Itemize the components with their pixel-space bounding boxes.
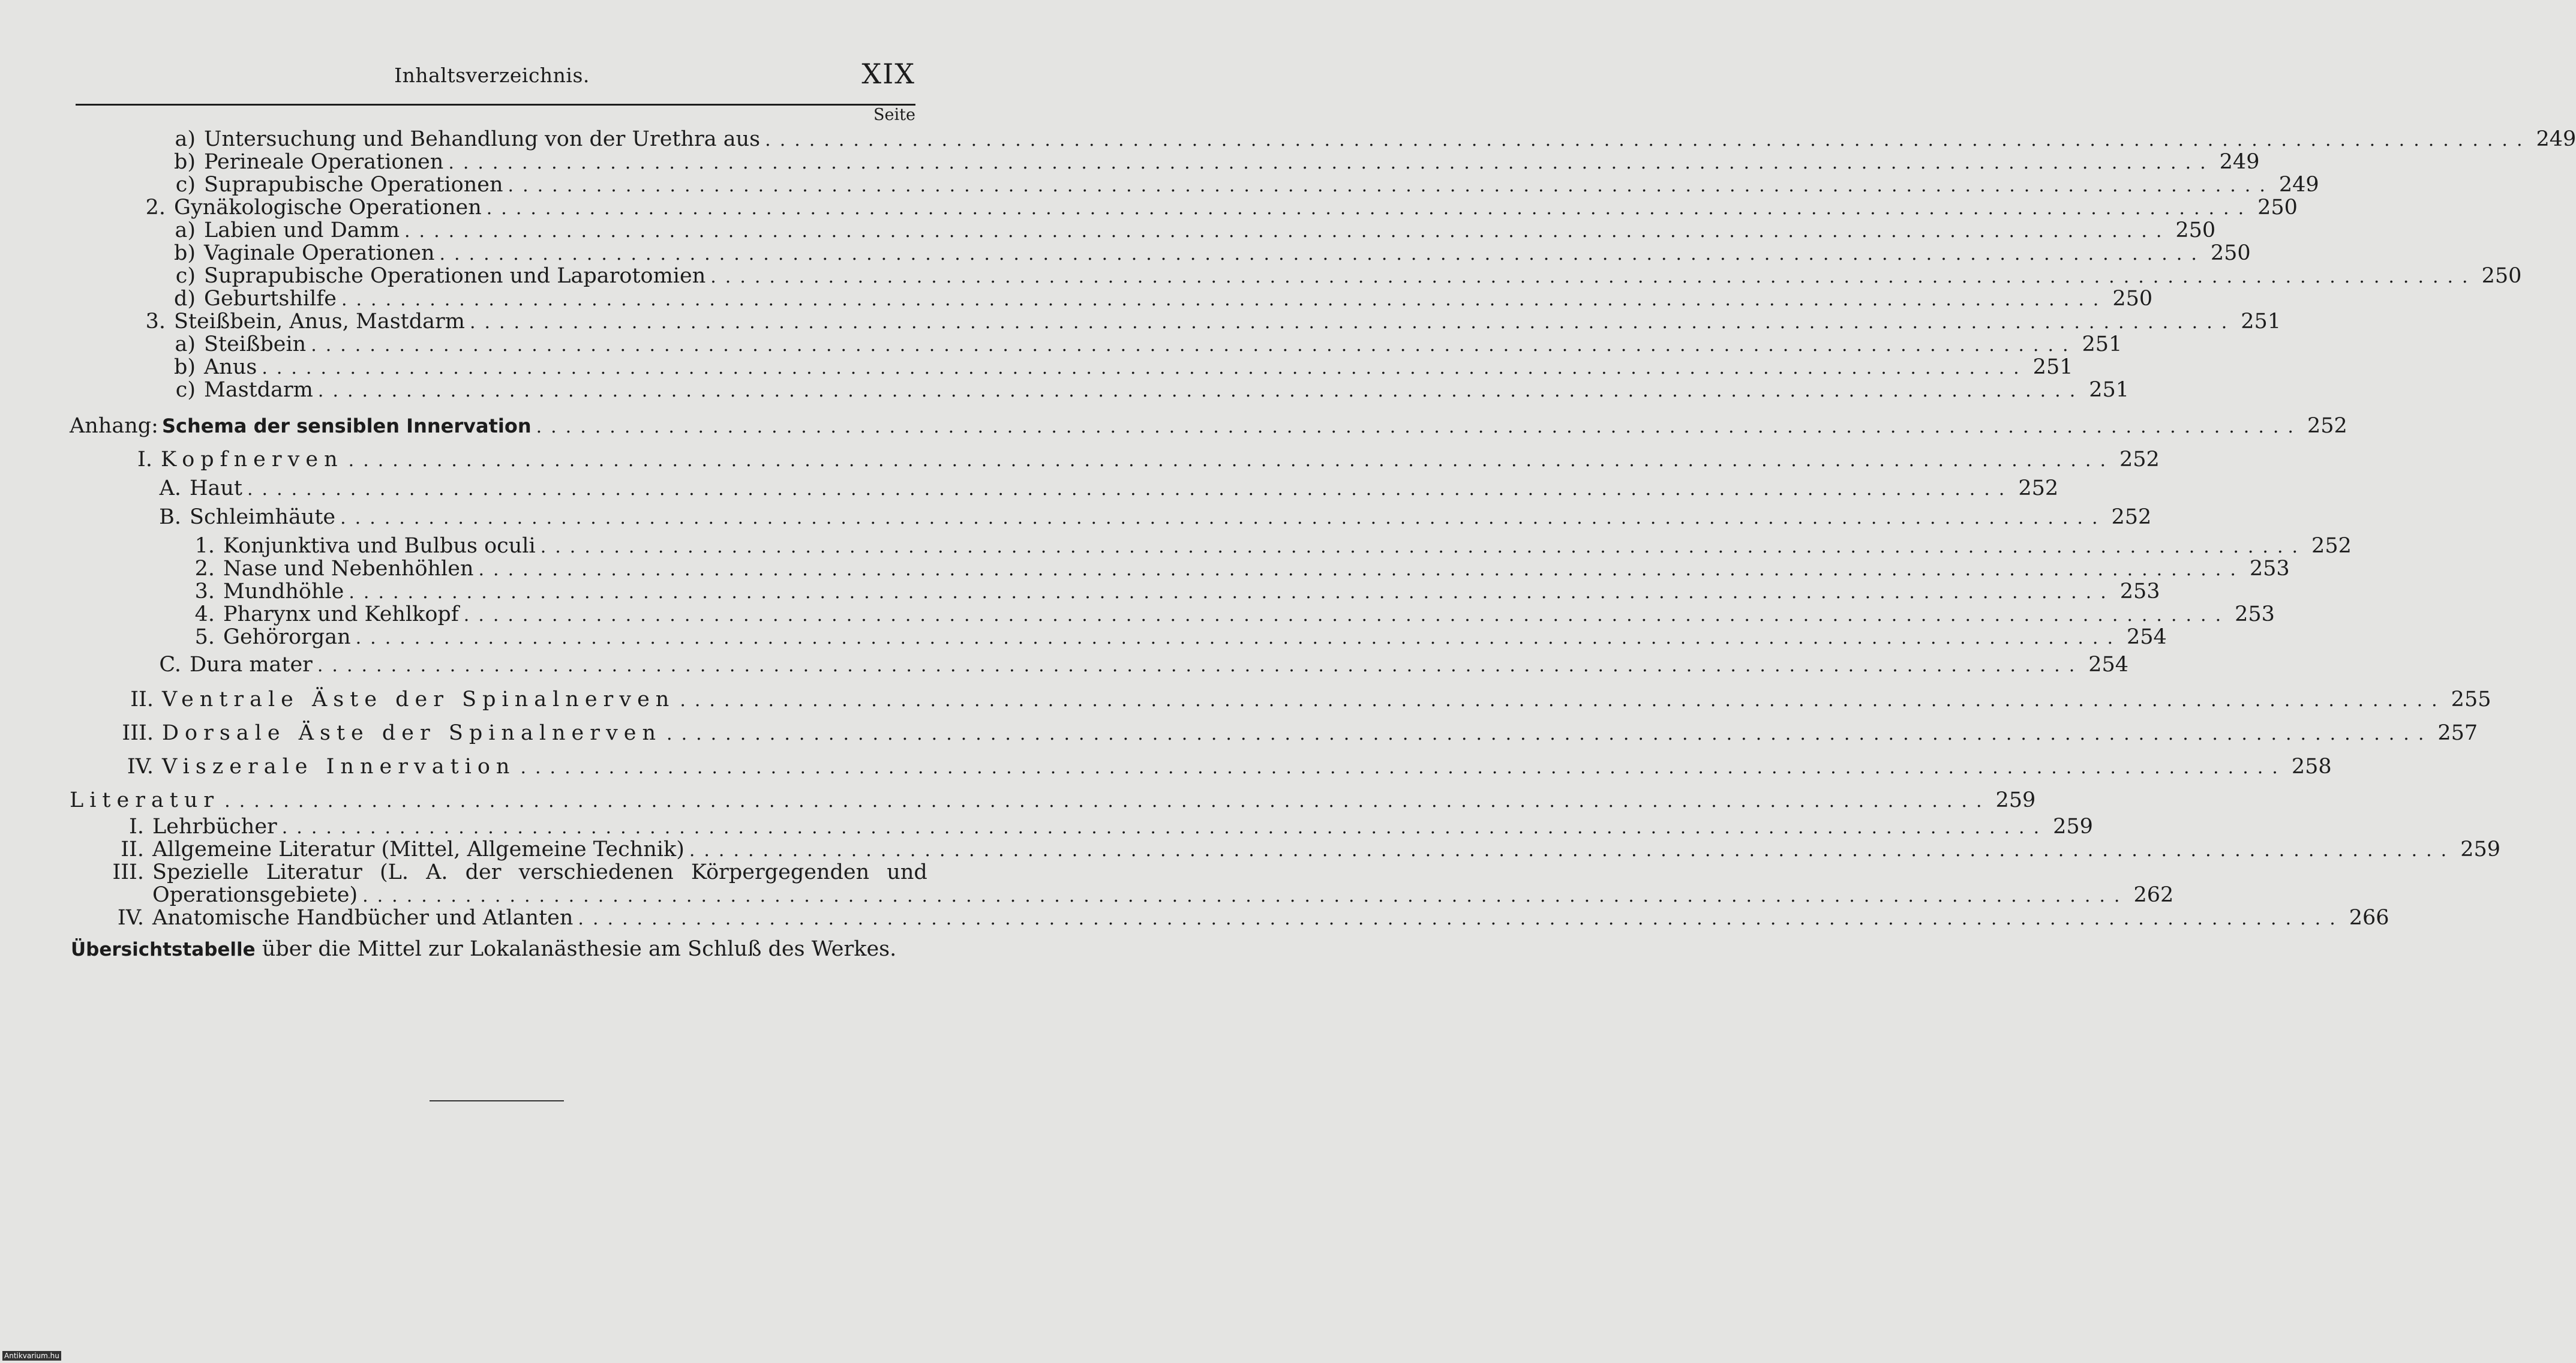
toc-entry-number: a): [175, 218, 196, 242]
toc-entry-title: Ventrale Äste der Spinalnerven: [162, 687, 675, 711]
overview-note-bold: Übersichtstabelle: [71, 939, 256, 960]
dot-leader: ........................................................................................................................: [478, 559, 2245, 580]
dot-leader: ........................................................................................................................: [349, 582, 2115, 603]
toc-entry: [188, 557, 2290, 581]
toc-entry: [174, 378, 2130, 402]
toc-entry-number: b): [174, 241, 196, 265]
toc-entry-page: 259: [1995, 788, 2036, 812]
watermark: Antikvarium.hu: [2, 1351, 61, 1361]
dot-leader: ........................................................................................................................: [448, 152, 2215, 173]
toc-entry-page: 254: [2126, 625, 2167, 649]
toc-entry-title: Operationsgebiete): [152, 883, 358, 907]
toc-entry-title: Dura mater: [190, 653, 313, 677]
toc-entry: [114, 755, 2332, 779]
toc-entry-page: 262: [2133, 883, 2174, 907]
dot-leader: ........................................................................................................................: [262, 358, 2028, 379]
toc-entry-page: 250: [2257, 196, 2298, 220]
toc-entry-page: 257: [2437, 721, 2478, 745]
toc-entry-number: B.: [159, 505, 181, 529]
dot-leader: ........................................................................................................................: [341, 289, 2108, 310]
toc-entry-number: 4.: [194, 602, 215, 626]
toc-entry-title: Nase und Nebenhöhlen: [223, 557, 474, 581]
toc-entry-title: Literatur: [70, 788, 220, 812]
dot-leader: ........................................................................................................................: [765, 130, 2532, 151]
toc-entry-number: I.: [129, 815, 144, 839]
dot-leader: ........................................................................................................................: [340, 508, 2107, 529]
toc-entry: [155, 653, 2129, 677]
toc-entry-number: 1.: [194, 534, 215, 558]
toc-entry: [102, 906, 2389, 930]
toc-entry: [188, 534, 2352, 558]
running-header-title: Inhaltsverzeichnis.: [394, 64, 590, 87]
dot-leader: ........................................................................................................................: [355, 628, 2122, 649]
toc-entry-page: 266: [2349, 906, 2389, 930]
dot-leader: ........................................................................................................................: [578, 908, 2344, 929]
toc-entry-page: 252: [2111, 505, 2152, 529]
toc-entry-title: Vaginale Operationen: [204, 241, 435, 265]
dot-leader: ........................................................................................................................: [520, 757, 2287, 778]
toc-entry-page: 252: [2307, 414, 2347, 438]
toc-entry-title: Schema der sensiblen Innervation: [162, 415, 532, 437]
toc-entry: [102, 837, 2500, 861]
toc-entry: [102, 860, 927, 884]
overview-note-text: über die Mittel zur Lokalanästhesie am Schluß des Werkes.: [255, 937, 897, 961]
toc-entry-page: 252: [2018, 476, 2059, 500]
toc-entry: [174, 150, 2260, 174]
toc-entry: [174, 127, 2576, 151]
dot-leader: ........................................................................................................................: [486, 198, 2253, 219]
dot-leader: ........................................................................................................................: [311, 335, 2077, 356]
toc-entry-page: 250: [2175, 218, 2216, 242]
toc-entry-number: b): [174, 355, 196, 379]
toc-entry: [114, 721, 2478, 745]
toc-entry: [70, 788, 2036, 812]
toc-entry-title: Dorsale Äste der Spinalnerven: [162, 721, 662, 745]
toc-entry: [174, 173, 2319, 197]
end-rule: [430, 1100, 564, 1101]
toc-entry-title: Steißbein, Anus, Mastdarm: [174, 310, 465, 334]
toc-entry-number: c): [175, 173, 196, 197]
page-number-roman: XIX: [861, 58, 915, 90]
toc-entry-number: 5.: [194, 625, 215, 649]
toc-entry-number: Anhang:: [70, 414, 158, 438]
toc-entry-number: II.: [121, 837, 144, 861]
toc-entry-page: 259: [2460, 837, 2500, 861]
dot-leader: ........................................................................................................................: [666, 723, 2433, 744]
dot-leader: ........................................................................................................................: [680, 690, 2446, 711]
toc-entry-title: Mastdarm: [204, 378, 313, 402]
toc-entry-title: Perineale Operationen: [204, 150, 444, 174]
toc-entry: [174, 218, 2216, 242]
toc-entry-number: C.: [159, 653, 181, 677]
overview-note: [71, 937, 896, 961]
header-rule: [76, 104, 915, 106]
dot-leader: ........................................................................................................................: [508, 175, 2274, 196]
toc-entry: [114, 687, 2491, 711]
toc-entry: [174, 241, 2251, 265]
toc-entry: [188, 625, 2167, 649]
toc-entry-number: a): [175, 127, 196, 151]
toc-entry: [126, 448, 2160, 472]
toc-entry: [144, 310, 2281, 334]
toc-entry-title: Anus: [204, 355, 257, 379]
toc-entry-page: 251: [2032, 355, 2073, 379]
toc-entry-title: Schleimhäute: [190, 505, 336, 529]
toc-entry-number: A.: [159, 476, 181, 500]
toc-entry-number: 3.: [145, 310, 166, 334]
toc-entry-page: 255: [2451, 687, 2491, 711]
toc-entry-title: Haut: [190, 476, 242, 500]
toc-entry-title: Mundhöhle: [223, 580, 344, 604]
toc-entry-title: Lehrbücher: [152, 815, 277, 839]
toc-entry: [102, 815, 2093, 839]
toc-entry-title: Gynäkologische Operationen: [174, 196, 482, 220]
toc-entry-page: 253: [2249, 557, 2290, 581]
toc-entry-number: III.: [122, 721, 154, 745]
dot-leader: ........................................................................................................................: [540, 536, 2307, 557]
dot-leader: ........................................................................................................................: [469, 312, 2236, 333]
toc-entry-page: 253: [2119, 580, 2160, 604]
toc-entry: [70, 414, 2347, 438]
toc-entry-number: I.: [137, 448, 152, 472]
toc-entry-page: 251: [2089, 378, 2130, 402]
dot-leader: ........................................................................................................................: [348, 450, 2115, 471]
toc-entry: [155, 476, 2059, 500]
toc-entry: [174, 332, 2122, 356]
toc-entry-title: Steißbein: [204, 332, 307, 356]
dot-leader: ........................................................................................................................: [317, 380, 2085, 401]
toc-entry-page: 259: [2053, 815, 2093, 839]
toc-entry: [174, 287, 2153, 311]
dot-leader: ........................................................................................................................: [247, 479, 2014, 500]
toc-entry: [174, 355, 2073, 379]
seite-label: Seite: [873, 106, 915, 124]
toc-entry-title: Untersuchung und Behandlung von der Urethra aus: [204, 127, 761, 151]
toc-entry-page: 250: [2481, 264, 2522, 288]
dot-leader: ........................................................................................................................: [404, 221, 2171, 242]
toc-entry-number: IV.: [117, 906, 144, 930]
toc-entry-title: Gehörorgan: [223, 625, 351, 649]
toc-entry-title: Viszerale Innervation: [162, 755, 516, 779]
dot-leader: ........................................................................................................................: [224, 791, 1991, 812]
toc-entry-page: 252: [2119, 448, 2160, 472]
toc-entry: [102, 883, 2174, 907]
toc-entry-title: Suprapubische Operationen und Laparotomien: [204, 264, 706, 288]
toc-entry-title: Geburtshilfe: [204, 287, 337, 311]
dot-leader: ........................................................................................................................: [536, 416, 2302, 437]
dot-leader: ........................................................................................................................: [689, 840, 2456, 861]
toc-entry-number: 2.: [194, 557, 215, 581]
toc-entry-title: Kopfnerven: [161, 448, 344, 472]
toc-entry: [174, 264, 2522, 288]
toc-entry: [188, 602, 2275, 626]
toc-entry-title: Labien und Damm: [204, 218, 400, 242]
toc-entry-page: 252: [2311, 534, 2352, 558]
toc-entry-title: Konjunktiva und Bulbus oculi: [223, 534, 536, 558]
toc-entry-number: III.: [112, 860, 144, 884]
toc-entry-page: 249: [2219, 150, 2260, 174]
toc-entry-title: Spezielle Literatur (L. A. der verschiedenen Körpergegenden und: [152, 860, 927, 884]
dot-leader: ........................................................................................................................: [362, 885, 2129, 906]
toc-entry-page: 249: [2278, 173, 2319, 197]
toc-entry-number: II.: [130, 687, 154, 711]
toc-entry: [144, 196, 2298, 220]
toc-entry-number: d): [174, 287, 196, 311]
toc-entry-page: 251: [2241, 310, 2281, 334]
toc-entry-title: Suprapubische Operationen: [204, 173, 503, 197]
toc-entry-number: b): [174, 150, 196, 174]
toc-entry-number: 2.: [145, 196, 166, 220]
dot-leader: ........................................................................................................................: [710, 266, 2477, 287]
toc-entry-page: 258: [2291, 755, 2332, 779]
dot-leader: ........................................................................................................................: [281, 817, 2049, 838]
toc-entry-number: c): [175, 264, 196, 288]
toc-entry: [155, 505, 2152, 529]
toc-entry-page: 254: [2088, 653, 2129, 677]
toc-entry-title: Pharynx und Kehlkopf: [223, 602, 459, 626]
toc-entry-title: Allgemeine Literatur (Mittel, Allgemeine Technik): [152, 837, 684, 861]
toc-entry-number: c): [175, 378, 196, 402]
toc-entry-number: a): [175, 332, 196, 356]
dot-leader: ........................................................................................................................: [463, 605, 2230, 626]
toc-entry-title: Anatomische Handbücher und Atlanten: [152, 906, 574, 930]
toc-entry-number: 3.: [194, 580, 215, 604]
toc-entry-page: 253: [2235, 602, 2275, 626]
toc-entry-page: 251: [2082, 332, 2122, 356]
toc-entry-number: IV.: [127, 755, 154, 779]
toc-entry-page: 250: [2112, 287, 2153, 311]
dot-leader: ........................................................................................................................: [317, 655, 2084, 676]
toc-entry: [188, 580, 2160, 604]
toc-entry-page: 249: [2536, 127, 2576, 151]
dot-leader: ........................................................................................................................: [439, 244, 2206, 265]
toc-entry-page: 250: [2210, 241, 2251, 265]
